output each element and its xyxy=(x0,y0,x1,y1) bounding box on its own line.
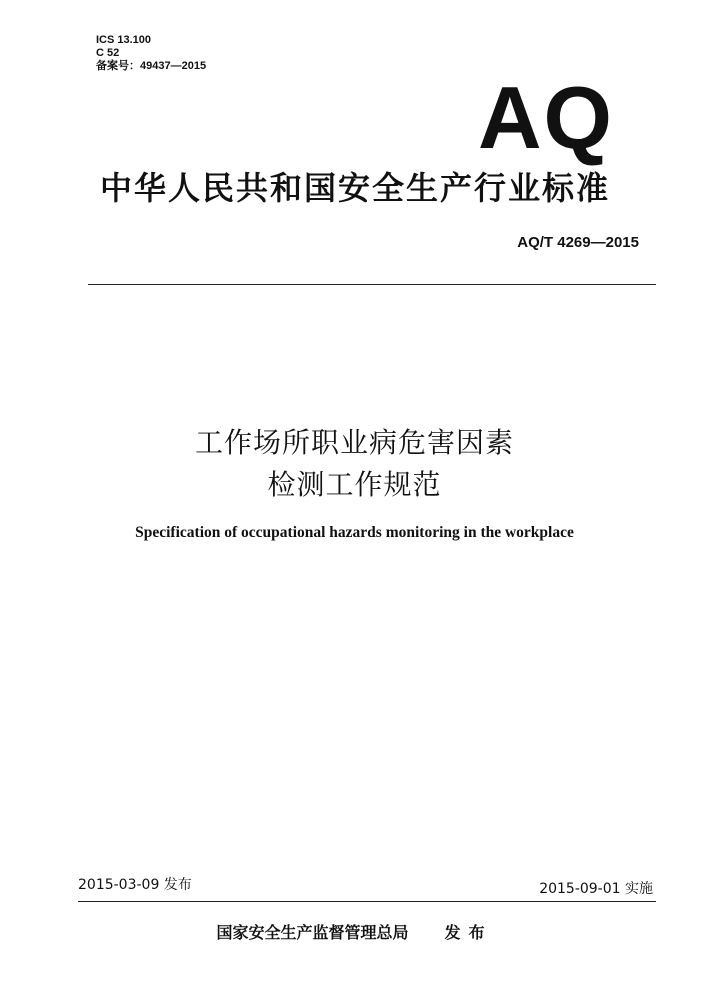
publish-action: 发布 xyxy=(444,923,493,942)
aq-logo: AQ xyxy=(478,68,614,167)
title-cn-line-2: 检测工作规范 xyxy=(267,468,442,501)
issue-date: 2015-03-09 发布 xyxy=(78,877,192,893)
standard-number: AQ/T 4269—2015 xyxy=(517,234,639,251)
top-divider xyxy=(88,284,656,285)
publisher-line xyxy=(0,920,709,943)
title-cn-line-1: 工作场所职业病危害因素 xyxy=(194,426,514,459)
implementation-date: 2015-09-01 实施 xyxy=(539,881,653,897)
classification-block xyxy=(96,34,206,73)
ccs-code: C 52 xyxy=(96,47,120,59)
filing-number: 备案号：49437—2015 xyxy=(96,60,207,72)
publisher-name: 国家安全生产监督管理总局 xyxy=(216,923,409,942)
ics-code: ICS 13.100 xyxy=(96,34,152,46)
title-chinese xyxy=(0,422,709,506)
standard-category: 中华人民共和国安全生产行业标准 xyxy=(99,169,610,207)
title-english: Specification of occupational hazards monitoring in the workplace xyxy=(135,524,574,541)
bottom-divider xyxy=(78,901,656,902)
